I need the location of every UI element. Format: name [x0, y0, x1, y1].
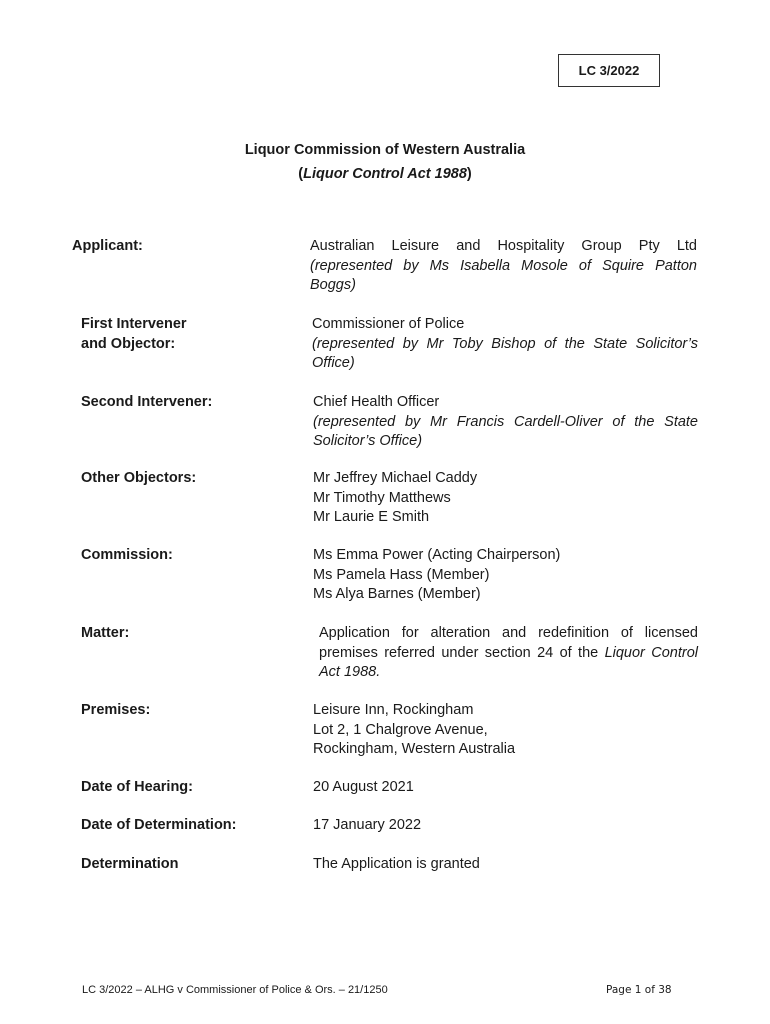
footer-case-reference: LC 3/2022 – ALHG v Commissioner of Police & Ors. – 21/1250 — [82, 984, 388, 996]
second-intervener-label: Second Intervener: — [81, 394, 213, 410]
first-intervener-label-line2: and Objector: — [81, 335, 176, 352]
second-intervener-name: Chief Health Officer — [313, 394, 440, 410]
commission-member-2: Ms Pamela Hass (Member) — [313, 566, 490, 583]
commission-member-3: Ms Alya Barnes (Member) — [313, 586, 481, 602]
document-title: Liquor Commission of Western Australia — [244, 142, 526, 158]
commission-label: Commission: — [81, 547, 173, 563]
objector-2: Mr Timothy Matthews — [313, 489, 451, 506]
determination-value: The Application is granted — [313, 856, 480, 872]
other-objectors-value — [313, 469, 698, 528]
applicant-value — [310, 237, 697, 296]
first-intervener-representation-cont: Office) — [312, 355, 355, 371]
applicant-label: Applicant: — [72, 238, 143, 254]
commission-value — [313, 546, 698, 605]
second-intervener-representation-cont: Solicitor’s Office) — [313, 433, 423, 449]
reference-number-box: LC 3/2022 — [558, 54, 660, 87]
matter-line-2-text: premises referred under section 24 of the — [319, 644, 605, 661]
subtitle-act-name: Liquor Control Act 1988 — [303, 166, 467, 182]
first-intervener-label — [81, 315, 187, 354]
matter-value — [319, 624, 698, 683]
applicant-name: Australian Leisure and Hospitality Group Pty Ltd — [310, 238, 697, 254]
document-subtitle — [0, 166, 770, 182]
subtitle-close-paren: ) — [466, 166, 472, 182]
matter-line-3: Act 1988. — [319, 664, 381, 680]
first-intervener-label-line1: First Intervener — [81, 316, 187, 332]
applicant-representation: (represented by Ms Isabella Mosole of Squire Patton — [310, 257, 697, 274]
matter-line-2 — [319, 644, 698, 664]
second-intervener-representation: (represented by Mr Francis Cardell-Oliver of the State — [313, 413, 698, 430]
premises-label: Premises: — [81, 702, 151, 718]
matter-act-name: Liquor Control — [604, 644, 698, 661]
other-objectors-label: Other Objectors: — [81, 470, 197, 486]
premises-value — [313, 701, 698, 760]
objector-3: Mr Laurie E Smith — [313, 509, 430, 525]
premises-name: Leisure Inn, Rockingham — [313, 702, 474, 718]
second-intervener-value — [313, 393, 698, 452]
first-intervener-name: Commissioner of Police — [312, 316, 465, 332]
matter-label: Matter: — [81, 625, 130, 641]
objector-1: Mr Jeffrey Michael Caddy — [313, 470, 478, 486]
date-of-determination-value: 17 January 2022 — [313, 817, 422, 833]
date-of-hearing-value: 20 August 2021 — [313, 779, 414, 795]
first-intervener-representation: (represented by Mr Toby Bishop of the State Solicitor’s — [312, 335, 698, 352]
determination-label: Determination — [81, 856, 179, 872]
first-intervener-value — [312, 315, 698, 374]
matter-line-1: Application for alteration and redefinition of licensed — [319, 625, 698, 641]
date-of-hearing-label: Date of Hearing: — [81, 779, 193, 795]
premises-address-1: Lot 2, 1 Chalgrove Avenue, — [313, 721, 488, 738]
applicant-representation-cont: Boggs) — [310, 277, 356, 293]
date-of-determination-label: Date of Determination: — [81, 817, 237, 833]
subtitle-open-paren: ( — [298, 166, 304, 182]
footer-page-number: Page 1 of 38 — [606, 984, 672, 996]
commission-member-1: Ms Emma Power (Acting Chairperson) — [313, 547, 561, 563]
premises-address-2: Rockingham, Western Australia — [313, 741, 516, 757]
